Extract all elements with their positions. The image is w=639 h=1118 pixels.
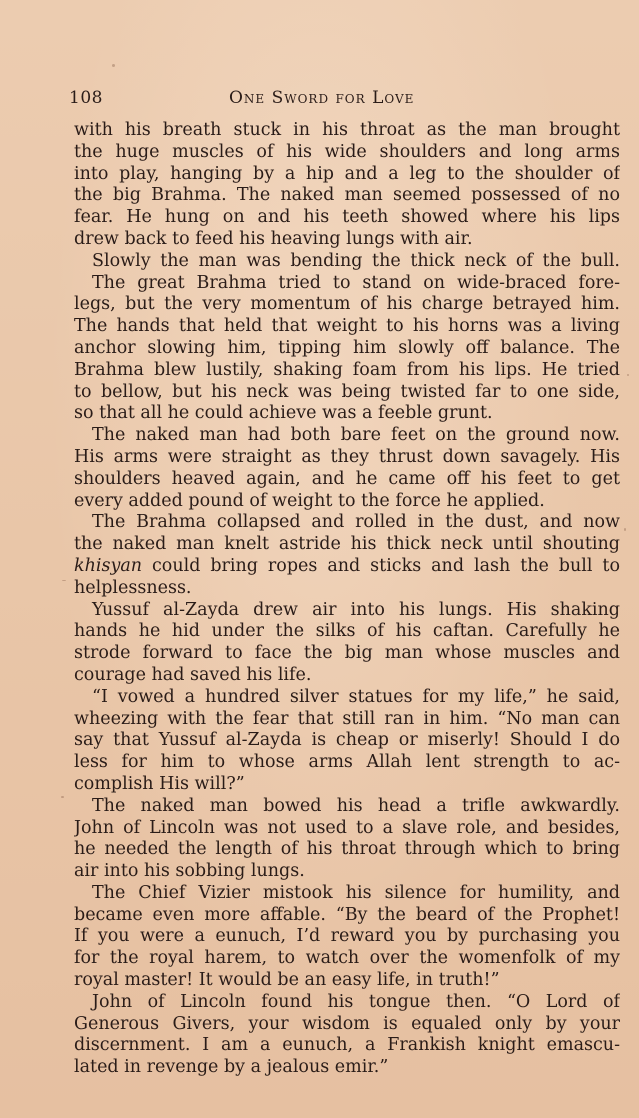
- text-line: the big Brahma. The naked man seemed possessed of no: [74, 185, 620, 206]
- page-number: 108: [69, 88, 103, 108]
- text-line: with his breath stuck in his throat as the man brought: [74, 120, 620, 140]
- text-line: say that Yussuf al-Zayda is cheap or miserly! Should I do: [74, 730, 620, 751]
- text-line: The naked man had both bare feet on the ground now.: [92, 425, 620, 446]
- text-line: into play, hanging by a hip and a leg to the shoulder of: [74, 163, 620, 184]
- text-line: The Chief Vizier mistook his silence for humility, and: [92, 882, 620, 903]
- text-line: so that all he could achieve was a feeble grunt.: [74, 403, 493, 424]
- text-line: courage had saved his life.: [74, 664, 312, 685]
- text-line: wheezing with the fear that still ran in him. “No man can: [74, 708, 620, 729]
- text-line: John of Lincoln found his tongue then. “O Lord of: [92, 991, 620, 1012]
- text-line: khisyan could bring ropes and sticks and lash the bull to: [74, 555, 620, 576]
- text-line: the huge muscles of his wide shoulders and long arms: [74, 141, 620, 162]
- text-line: Slowly the man was bending the thick neck of the bull.: [92, 250, 620, 271]
- body-text: [74, 120, 620, 1079]
- text-line: The great Brahma tried to stand on wide-braced fore-: [92, 272, 620, 293]
- text-line: royal master! It would be an easy life, in truth!”: [74, 970, 500, 991]
- text-line: The naked man bowed his head a trifle awkwardly.: [92, 795, 620, 816]
- paper-speck: [62, 580, 66, 581]
- text-line: he needed the length of his throat through which to bring: [74, 839, 620, 860]
- text-line: His arms were straight as they thrust down savagely. His: [74, 446, 620, 467]
- text-line: The Brahma collapsed and rolled in the dust, and now: [92, 512, 620, 533]
- text-line: lated in revenge by a jealous emir.”: [74, 1057, 389, 1078]
- text-line: fear. He hung on and his teeth showed where his lips: [74, 207, 620, 228]
- text-line: complish His will?”: [74, 773, 245, 794]
- text-line: air into his sobbing lungs.: [74, 861, 305, 882]
- text-line: Brahma blew lustily, shaking foam from his lips. He tried: [74, 359, 620, 380]
- text-line: helplessness.: [74, 577, 192, 598]
- text-line: drew back to feed his heaving lungs with air.: [74, 228, 473, 249]
- text-line: hands he hid under the silks of his caftan. Carefully he: [74, 621, 620, 642]
- text-line: for the royal harem, to watch over the womenfolk of my: [74, 948, 620, 969]
- text-line: to bellow, but his neck was being twisted far to one side,: [74, 381, 620, 402]
- text-line: Yussuf al-Zayda drew air into his lungs. His shaking: [92, 599, 620, 620]
- text-line: shoulders heaved again, and he came off his feet to get: [74, 468, 620, 489]
- text-line: legs, but the very momentum of his charge betrayed him.: [74, 294, 620, 315]
- text-line: discernment. I am a eunuch, a Frankish knight emascu-: [74, 1035, 620, 1056]
- text-line: Generous Givers, your wisdom is equaled only by your: [74, 1013, 620, 1034]
- text-line: The hands that held that weight to his horns was a living: [74, 316, 620, 337]
- paper-speck: [627, 374, 629, 376]
- text-line: less for him to whose arms Allah lent strength to ac-: [74, 752, 620, 773]
- paper-speck: [624, 528, 626, 531]
- text-line: strode forward to face the big man whose muscles and: [74, 643, 620, 664]
- italic-word: khisyan: [74, 555, 143, 576]
- text-line: became even more affable. “By the beard of the Prophet!: [74, 904, 620, 925]
- paper-speck: [112, 64, 115, 67]
- text-line: John of Lincoln was not used to a slave role, and besides,: [74, 817, 620, 838]
- text-line: anchor slowing him, tipping him slowly off balance. The: [74, 337, 620, 358]
- text-line: the naked man knelt astride his thick neck until shouting: [74, 534, 620, 555]
- running-title: One Sword for Love: [229, 88, 415, 108]
- page-header: [69, 88, 579, 112]
- paper-speck: [61, 796, 64, 798]
- text-line: “I vowed a hundred silver statues for my life,” he said,: [92, 686, 620, 707]
- text-line: If you were a eunuch, I’d reward you by purchasing you: [74, 926, 620, 947]
- text-line: every added pound of weight to the force he applied.: [74, 490, 545, 511]
